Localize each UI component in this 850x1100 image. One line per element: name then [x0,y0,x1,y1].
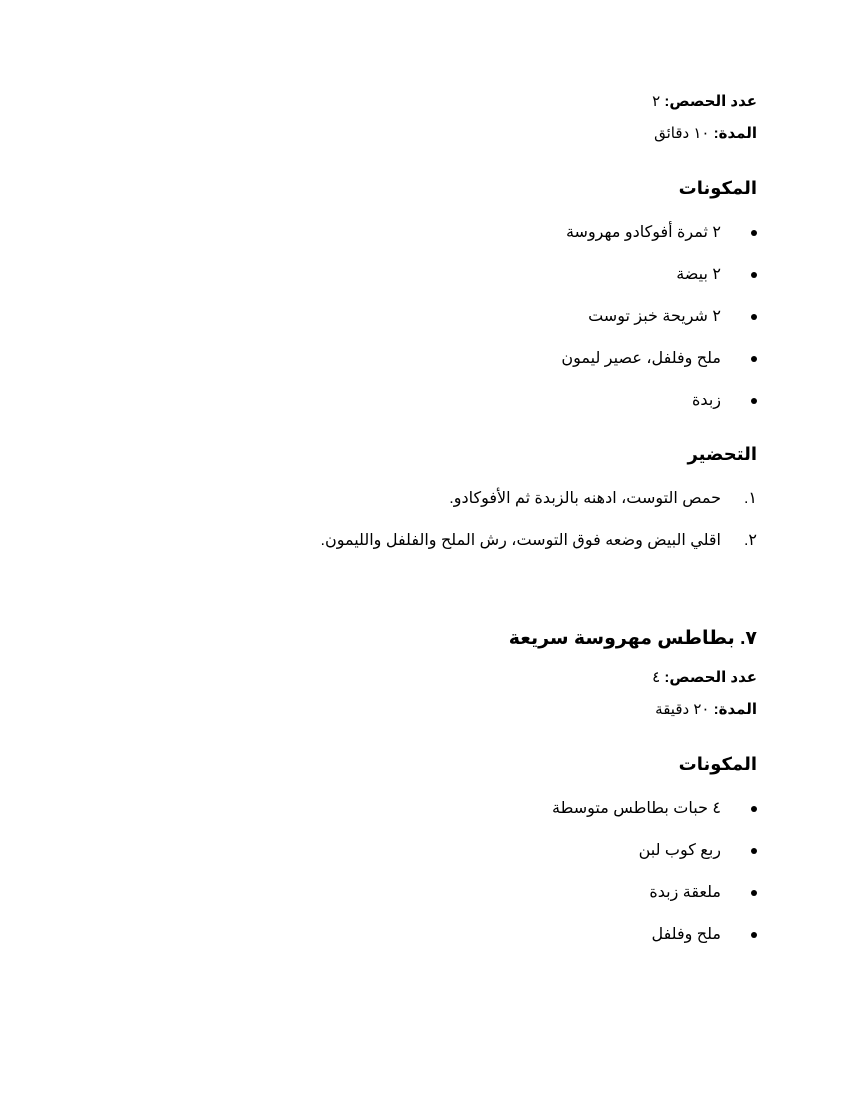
ingredients-list [157,222,757,412]
step-text: حمص التوست، ادهنه بالزبدة ثم الأفوكادو. [449,490,721,507]
bullet-icon [751,932,757,938]
ingredient-item [157,840,757,862]
bullet-icon [751,272,757,278]
ingredient-text: ٤ حبات بطاطس متوسطة [552,800,721,817]
ingredient-item [157,348,757,370]
ingredient-item [157,222,757,244]
duration-value: ٢٠ دقيقة [655,701,710,718]
bullet-icon [751,890,757,896]
bullet-icon [751,398,757,404]
recipe-avocado [157,92,757,552]
duration-label: المدة: [713,701,757,718]
document-content [157,92,757,966]
ingredient-item [157,882,757,904]
duration-line [157,124,757,144]
ingredient-item [157,924,757,946]
ingredient-item [157,306,757,328]
ingredient-item [157,390,757,412]
ingredient-text: ٢ شريحة خبز توست [588,308,721,325]
ingredient-item [157,798,757,820]
servings-label: عدد الحصص: [664,669,757,686]
ingredients-heading: المكونات [678,754,757,774]
servings-value: ٤ [652,669,661,686]
ingredient-text: ربع كوب لبن [638,842,721,859]
ingredient-text: زبدة [692,392,721,409]
recipe-potato [157,626,757,946]
preparation-heading: التحضير [687,444,757,464]
servings-line [157,92,757,112]
bullet-icon [751,230,757,236]
duration-line [157,700,757,720]
ingredient-item [157,264,757,286]
duration-label: المدة: [713,125,757,142]
duration-value: ١٠ دقائق [654,125,710,142]
step-text: اقلي البيض وضعه فوق التوست، رش الملح والفلفل والليمون. [320,532,721,549]
servings-line [157,668,757,688]
ingredient-text: ملعقة زبدة [649,884,721,901]
steps-list [157,488,757,552]
bullet-icon [751,848,757,854]
bullet-icon [751,314,757,320]
step-item [157,530,757,552]
ingredients-heading: المكونات [678,178,757,198]
ingredient-text: ٢ بيضة [676,266,721,283]
ingredients-list [157,798,757,946]
recipe-title: ٧. بطاطس مهروسة سريعة [508,628,757,649]
bullet-icon [751,356,757,362]
ingredient-text: ملح وفلفل [651,926,721,943]
servings-value: ٢ [652,93,661,110]
ingredient-text: ملح وفلفل، عصير ليمون [561,350,721,367]
servings-label: عدد الحصص: [664,93,757,110]
step-item [157,488,757,510]
step-number: ١. [743,490,757,507]
bullet-icon [751,806,757,812]
step-number: ٢. [743,532,757,549]
ingredient-text: ٢ ثمرة أفوكادو مهروسة [565,224,721,241]
